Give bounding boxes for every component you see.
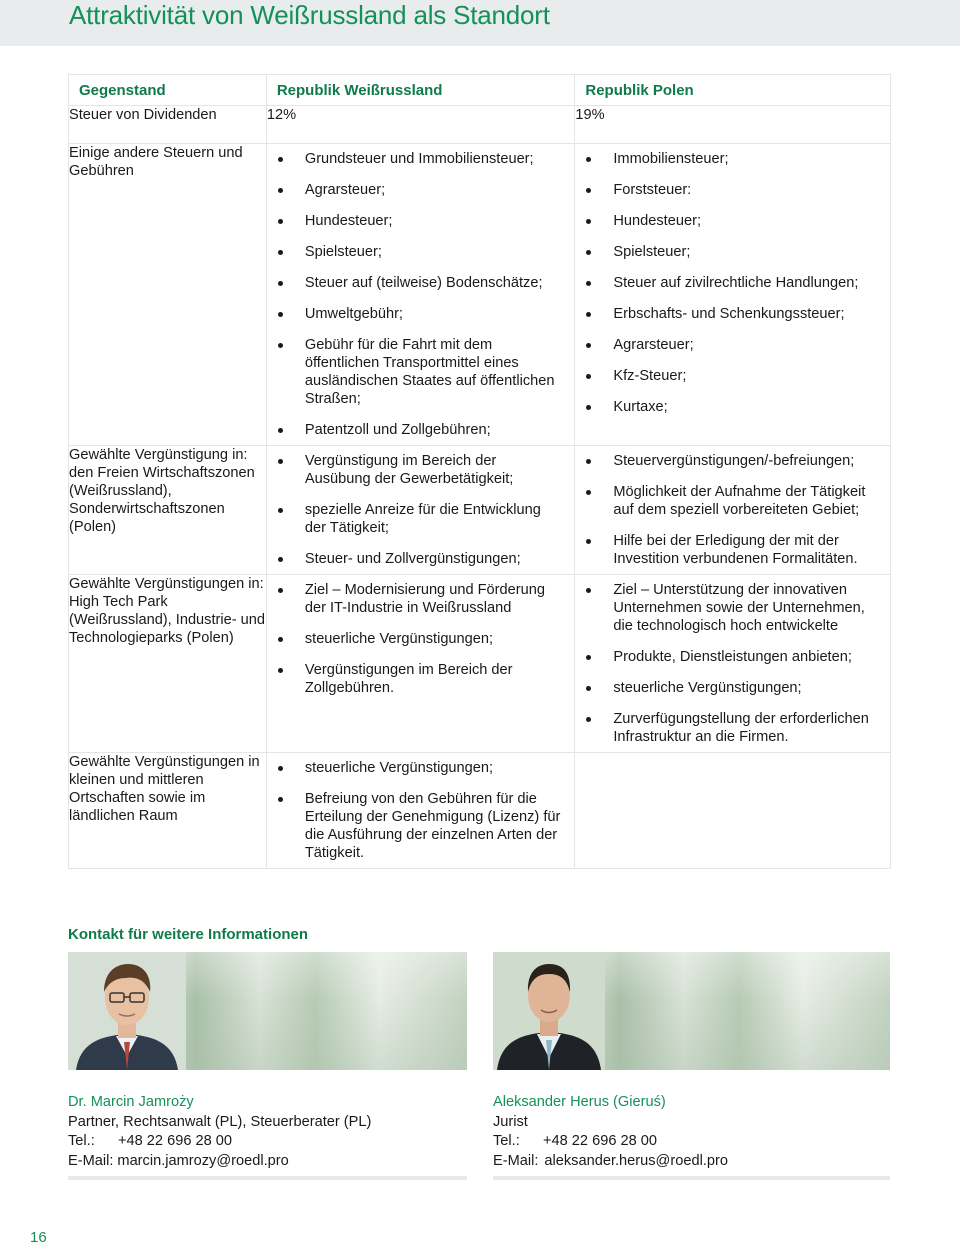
table-row — [69, 575, 891, 753]
row-label: Gewählte Vergünstigung in: den Freien Wirtschaftszonen (Weißrussland), Sonderwirtschaftszonen (Polen) — [69, 446, 267, 575]
list-item: Hilfe bei der Erledigung der mit der Investition verbundenen Formalitäten. — [585, 532, 880, 568]
contact-photo-1 — [68, 952, 467, 1070]
email-label: E-Mail: — [493, 1152, 539, 1169]
contact-name: Aleksander Herus (Gieruś) — [493, 1094, 666, 1110]
cell-by — [266, 144, 575, 446]
bullet-list — [267, 144, 575, 445]
list-item: Steuervergünstigungen/-befreiungen; — [585, 452, 880, 470]
list-item: Grundsteuer und Immobiliensteuer; — [277, 150, 565, 168]
list-item: Kfz-Steuer; — [585, 367, 880, 385]
contact-role: Partner, Rechtsanwalt (PL), Steuerberater (PL) — [68, 1113, 372, 1130]
list-item: Agrarsteuer; — [277, 181, 565, 199]
row-label: Gewählte Vergünstigungen in: High Tech Park (Weißrussland), Industrie- und Technologieparks (Polen) — [69, 575, 267, 753]
contact-phone — [493, 1132, 728, 1152]
list-item: Kurtaxe; — [585, 398, 880, 416]
cell-by — [266, 753, 575, 869]
row-label: Steuer von Dividenden — [69, 106, 267, 144]
cell-by: 12% — [266, 106, 575, 144]
header-weissrussland: Republik Weißrussland — [266, 75, 575, 106]
contact-email — [493, 1152, 728, 1172]
list-item: Hundesteuer; — [277, 212, 565, 230]
list-item: Steuer auf (teilweise) Bodenschätze; — [277, 274, 565, 292]
cell-pl: 19% — [575, 106, 891, 144]
list-item: Ziel – Unterstützung der innovativen Unternehmen sowie der Unternehmen, die technologisch hoch entwickelte — [585, 581, 880, 635]
phone-label: Tel.: — [493, 1133, 520, 1149]
list-item: Patentzoll und Zollgebühren; — [277, 421, 565, 439]
contact-role: Jurist — [493, 1113, 528, 1130]
contact-card-2 — [493, 1093, 728, 1171]
contact-phone — [68, 1132, 371, 1152]
bullet-list — [267, 446, 575, 574]
header-polen: Republik Polen — [575, 75, 891, 106]
phone-number[interactable]: +48 22 696 28 00 — [118, 1133, 233, 1149]
divider — [493, 1176, 890, 1180]
list-item: Produkte, Dienstleistungen anbieten; — [585, 648, 880, 666]
contact-email — [68, 1152, 371, 1172]
phone-number[interactable]: +48 22 696 28 00 — [543, 1133, 658, 1149]
page-number: 16 — [30, 1229, 47, 1246]
contact-heading: Kontakt für weitere Informationen — [68, 926, 309, 943]
email-label: E-Mail: — [68, 1152, 114, 1169]
bullet-list — [267, 575, 575, 703]
list-item: Zurverfügungstellung der erforderlichen Infrastruktur an die Firmen. — [585, 710, 880, 746]
table-row — [69, 144, 891, 446]
portrait-image — [493, 952, 605, 1070]
list-item: Steuer auf zivilrechtliche Handlungen; — [585, 274, 880, 292]
row-label: Gewählte Vergünstigungen in kleinen und mittleren Ortschaften sowie im ländlichen Raum — [69, 753, 267, 869]
list-item: Spielsteuer; — [277, 243, 565, 261]
cell-pl — [575, 446, 891, 575]
list-item: Agrarsteuer; — [585, 336, 880, 354]
row-label: Einige andere Steuern und Gebühren — [69, 144, 267, 446]
header-gegenstand: Gegenstand — [69, 75, 267, 106]
list-item: steuerliche Vergünstigungen; — [277, 759, 565, 777]
table-row — [69, 446, 891, 575]
contact-card-1 — [68, 1093, 371, 1171]
cell-by — [266, 446, 575, 575]
list-item: Hundesteuer; — [585, 212, 880, 230]
bullet-list — [267, 753, 575, 868]
list-item: Forststeuer: — [585, 181, 880, 199]
list-item: Ziel – Modernisierung und Förderung der IT-Industrie in Weißrussland — [277, 581, 565, 617]
list-item: Immobiliensteuer; — [585, 150, 880, 168]
list-item: Vergünstigung im Bereich der Ausübung der Gewerbetätigkeit; — [277, 452, 565, 488]
list-item: spezielle Anreize für die Entwicklung der Tätigkeit; — [277, 501, 565, 537]
email-link[interactable]: marcin.jamrozy@roedl.pro — [117, 1152, 289, 1169]
comparison-table — [68, 74, 891, 869]
list-item: Vergünstigungen im Bereich der Zollgebühren. — [277, 661, 565, 697]
cell-pl — [575, 575, 891, 753]
list-item: steuerliche Vergünstigungen; — [277, 630, 565, 648]
bullet-list — [575, 446, 890, 574]
list-item: Befreiung von den Gebühren für die Erteilung der Genehmigung (Lizenz) für die Ausführung der einzelnen Arten der Tätigkeit. — [277, 790, 565, 862]
list-item: Steuer- und Zollvergünstigungen; — [277, 550, 565, 568]
list-item: Umweltgebühr; — [277, 305, 565, 323]
cell-pl — [575, 753, 891, 869]
list-item: steuerliche Vergünstigungen; — [585, 679, 880, 697]
contact-photo-2 — [493, 952, 890, 1070]
list-item: Spielsteuer; — [585, 243, 880, 261]
bullet-list — [575, 575, 890, 752]
cell-pl — [575, 144, 891, 446]
list-item: Erbschafts- und Schenkungssteuer; — [585, 305, 880, 323]
phone-label: Tel.: — [68, 1133, 95, 1149]
portrait-image — [68, 952, 186, 1070]
list-item: Möglichkeit der Aufnahme der Tätigkeit auf dem speziell vorbereiteten Gebiet; — [585, 483, 880, 519]
list-item: Gebühr für die Fahrt mit dem öffentlichen Transportmittel eines ausländischen Staates auf öffentlichen Straßen; — [277, 336, 565, 408]
table-row — [69, 753, 891, 869]
table-row-dividends — [69, 106, 891, 144]
table-header-row — [69, 75, 891, 106]
bullet-list — [575, 144, 890, 422]
contact-name: Dr. Marcin Jamroży — [68, 1094, 194, 1110]
page-title: Attraktivität von Weißrussland als Standort — [69, 0, 550, 30]
cell-by — [266, 575, 575, 753]
divider — [68, 1176, 467, 1180]
email-link[interactable]: aleksander.herus@roedl.pro — [544, 1152, 728, 1169]
